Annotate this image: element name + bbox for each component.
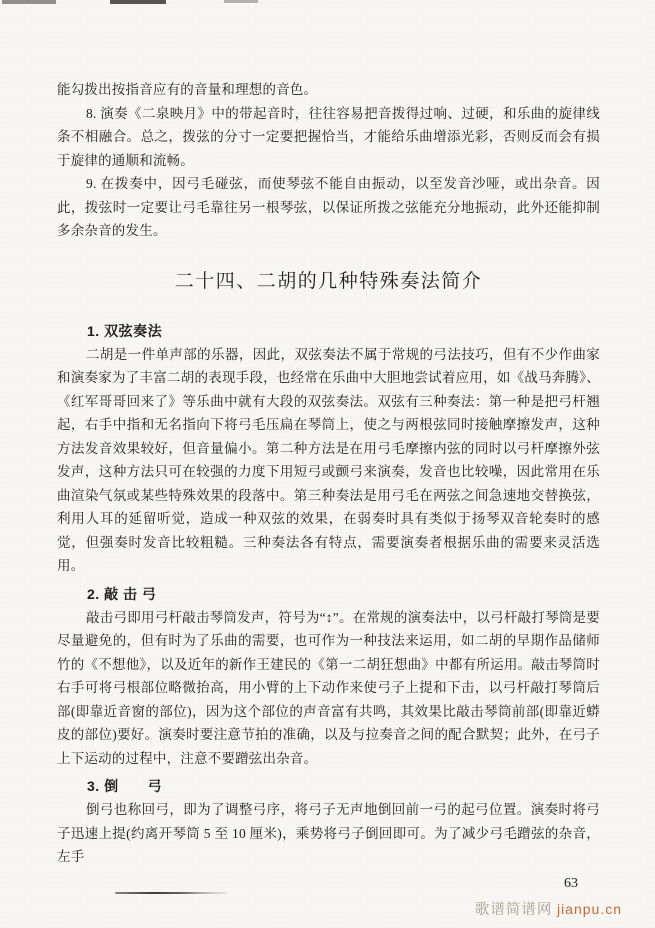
section-3-body: 倒弓也称回弓，即为了调整弓序，将弓子无声地倒回前一弓的起弓位置。演奏时将弓子迅速上提(约离开琴筒 5 至 10 厘米)，乘势将弓子倒回即可。为了减少弓毛蹭弦的杂音，左手 bbox=[57, 802, 600, 864]
scan-artifact-line bbox=[115, 892, 227, 894]
paragraph-continuation: 能勾拨出按指音应有的音量和理想的音色。 bbox=[57, 82, 318, 97]
section-heading-1: 1. 双弦奏法 bbox=[87, 322, 163, 339]
paragraph-item-9: 9. 在拨奏中，因弓毛碰弦，而使琴弦不能自由振动，以至发音沙哑，或出杂音。因此，拨弦时一定要让弓毛靠往另一根琴弦，以保证所拨之弦能充分地振动，此外还能抑制多余杂音的发生。 bbox=[57, 176, 600, 238]
site-watermark bbox=[475, 898, 622, 919]
section-heading-3: 3. 倒 弓 bbox=[87, 778, 163, 794]
paragraph-item-8: 8. 演奏《二泉映月》中的带起音时，往往容易把音拨得过响、过硬，和乐曲的旋律线条不相融合。总之，拨弦的分寸一定要把握恰当，才能给乐曲增添光彩，否则反而会有损于旋律的通顺和流畅。 bbox=[57, 105, 600, 168]
scan-artifact-bar bbox=[110, 0, 166, 4]
section-1-body: 二胡是一件单声部的乐器，因此，双弦奏法不属于常规的弓法技巧，但有不少作曲家和演奏家为了丰富二胡的表现手段，也经常在乐曲中大胆地尝试着应用，如《战马奔腾》、《红军哥哥回来了》等乐曲中就有大段的双弦奏法。双弦有三种奏法：第一种是把弓杆翘起，右手中指和无名指向下将弓毛压扁在琴筒上，使之与两根弦同时接触摩擦发声，这种方法发音效果较好，但音量偏小。第二种方法是在用弓毛摩擦内弦的同时以弓杆摩擦外弦发声，这种方法只可在较强的力度下用短弓或颤弓来演奏，发音也比较噪，因此常用在乐曲渲染气氛或某些特殊效果的段落中。第三种奏法是用弓毛在两弦之间急速地交替换弦，利用人耳的延留听觉，造成一种双弦的效果，在弱奏时具有类似于扬琴双音轮奏时的感觉，但强奏时发音比较粗糙。三种奏法各有特点，需要演奏者根据乐曲的需要来灵活选用。 bbox=[57, 346, 600, 573]
watermark-site-url: jianpu.cn bbox=[556, 901, 622, 917]
watermark-site-name: 歌谱简谱网 bbox=[474, 902, 553, 918]
section-2-body: 敲击弓即用弓杆敲击琴筒发声，符号为“↕”。在常规的演奏法中，以弓杆敲打琴筒是要尽量避免的，但有时为了乐曲的需要，也可作为一种技法来运用，如二胡的早期作品储师竹的《不想他》，以及近年的新作王建民的《第一二胡狂想曲》中都有所运用。敲击琴筒时右手可将弓根部位略微抬高，用小臂的上下动作来使弓子上提和下击，以弓杆敲打琴筒后部(即靠近音窗的部位)，因为这个部位的声音富有共鸣，其效果比敲击琴筒前部(即靠近蟒皮的部位)要好。演奏时要注意节拍的准确，以及与拉奏音之间的配合默契；此外，在弓子上下运动的过程中，注意不要蹭弦出杂音。 bbox=[57, 609, 600, 766]
scan-artifact-bar bbox=[2, 0, 56, 4]
chapter-title: 二十四、二胡的几种特殊奏法简介 bbox=[174, 270, 483, 292]
scan-artifact-bar bbox=[224, 0, 258, 3]
page-content bbox=[57, 78, 600, 894]
page-number: 63 bbox=[564, 875, 578, 891]
section-heading-2: 2. 敲 击 弓 bbox=[87, 585, 157, 602]
